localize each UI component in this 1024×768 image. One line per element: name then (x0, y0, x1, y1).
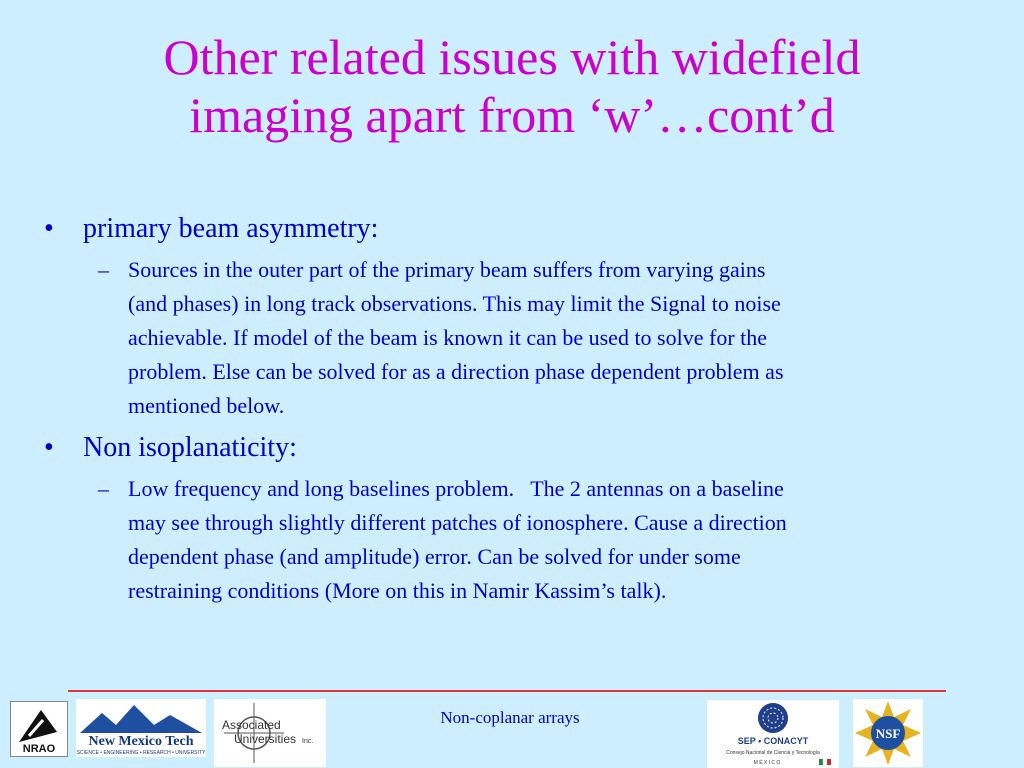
dash-mark: – (98, 257, 109, 282)
sub-bullet-text (128, 472, 787, 608)
footer-rule (68, 690, 946, 692)
nmt-tagline: SCIENCE • ENGINEERING • RESEARCH • UNIVERSITY (76, 750, 206, 756)
nsf-logo (853, 699, 923, 767)
bullet-non-isoplanaticity (44, 431, 994, 465)
title-line-1: Other related issues with widefield (163, 29, 861, 85)
bullet-mark: • (44, 213, 54, 244)
text-line: dependent phase (and amplitude) error. Can be solved for under some (128, 544, 741, 569)
dash-mark: – (98, 476, 109, 501)
sep-country: M É X I C O (753, 760, 781, 766)
sub-bullet-primary-beam (44, 253, 994, 423)
footer-title: Non-coplanar arrays (440, 708, 580, 727)
sub-bullet-text (128, 253, 784, 423)
text-line: problem. Else can be solved for as a direction phase dependent problem as (128, 359, 784, 384)
bullet-text: primary beam asymmetry: (83, 213, 379, 244)
bullet-text: Non isoplanaticity: (83, 432, 297, 463)
slide-title (60, 28, 964, 144)
bullet-mark: • (44, 432, 54, 463)
new-mexico-tech-logo (76, 699, 206, 757)
sub-bullet-non-isoplanaticity (44, 472, 994, 608)
text-line: Low frequency and long baselines problem. The 2 antennas on a baseline (128, 476, 784, 501)
text-line: restraining conditions (More on this in Namir Kassim’s talk). (128, 578, 667, 603)
text-line: (and phases) in long track observations. This may limit the Signal to noise (128, 291, 781, 316)
bullet-primary-beam (44, 212, 994, 246)
nsf-wordmark: NSF (875, 726, 901, 741)
text-line: may see through slightly different patches of ionosphere. Cause a direction (128, 510, 787, 535)
nmt-wordmark: New Mexico Tech (88, 734, 194, 749)
globe-icon (707, 700, 839, 768)
mountain-icon (76, 699, 206, 757)
text-line: achievable. If model of the beam is known it can be used to solve for the (128, 325, 768, 350)
title-line-2: imaging apart from ‘w’…cont’d (189, 87, 835, 143)
associated-universities-logo (214, 699, 326, 767)
au-wordmark-2: Universities (234, 732, 297, 746)
au-wordmark-1: Associated (222, 718, 281, 732)
sep-wordmark: SEP • CONACYT (737, 736, 809, 746)
text-line: mentioned below. (128, 393, 285, 418)
nrao-logo (10, 701, 68, 757)
nsf-globe-icon (853, 699, 923, 767)
nrao-wordmark: NRAO (22, 743, 56, 755)
slide-body (44, 212, 994, 616)
sep-subtitle: Consejo Nacional de Ciencia y Tecnología (726, 750, 820, 756)
sep-conacyt-logo (707, 700, 839, 768)
text-line: Sources in the outer part of the primary beam suffers from varying gains (128, 257, 766, 282)
au-suffix: Inc. (302, 738, 314, 745)
crosshair-icon (214, 699, 326, 767)
nrao-dish-icon (11, 702, 67, 756)
